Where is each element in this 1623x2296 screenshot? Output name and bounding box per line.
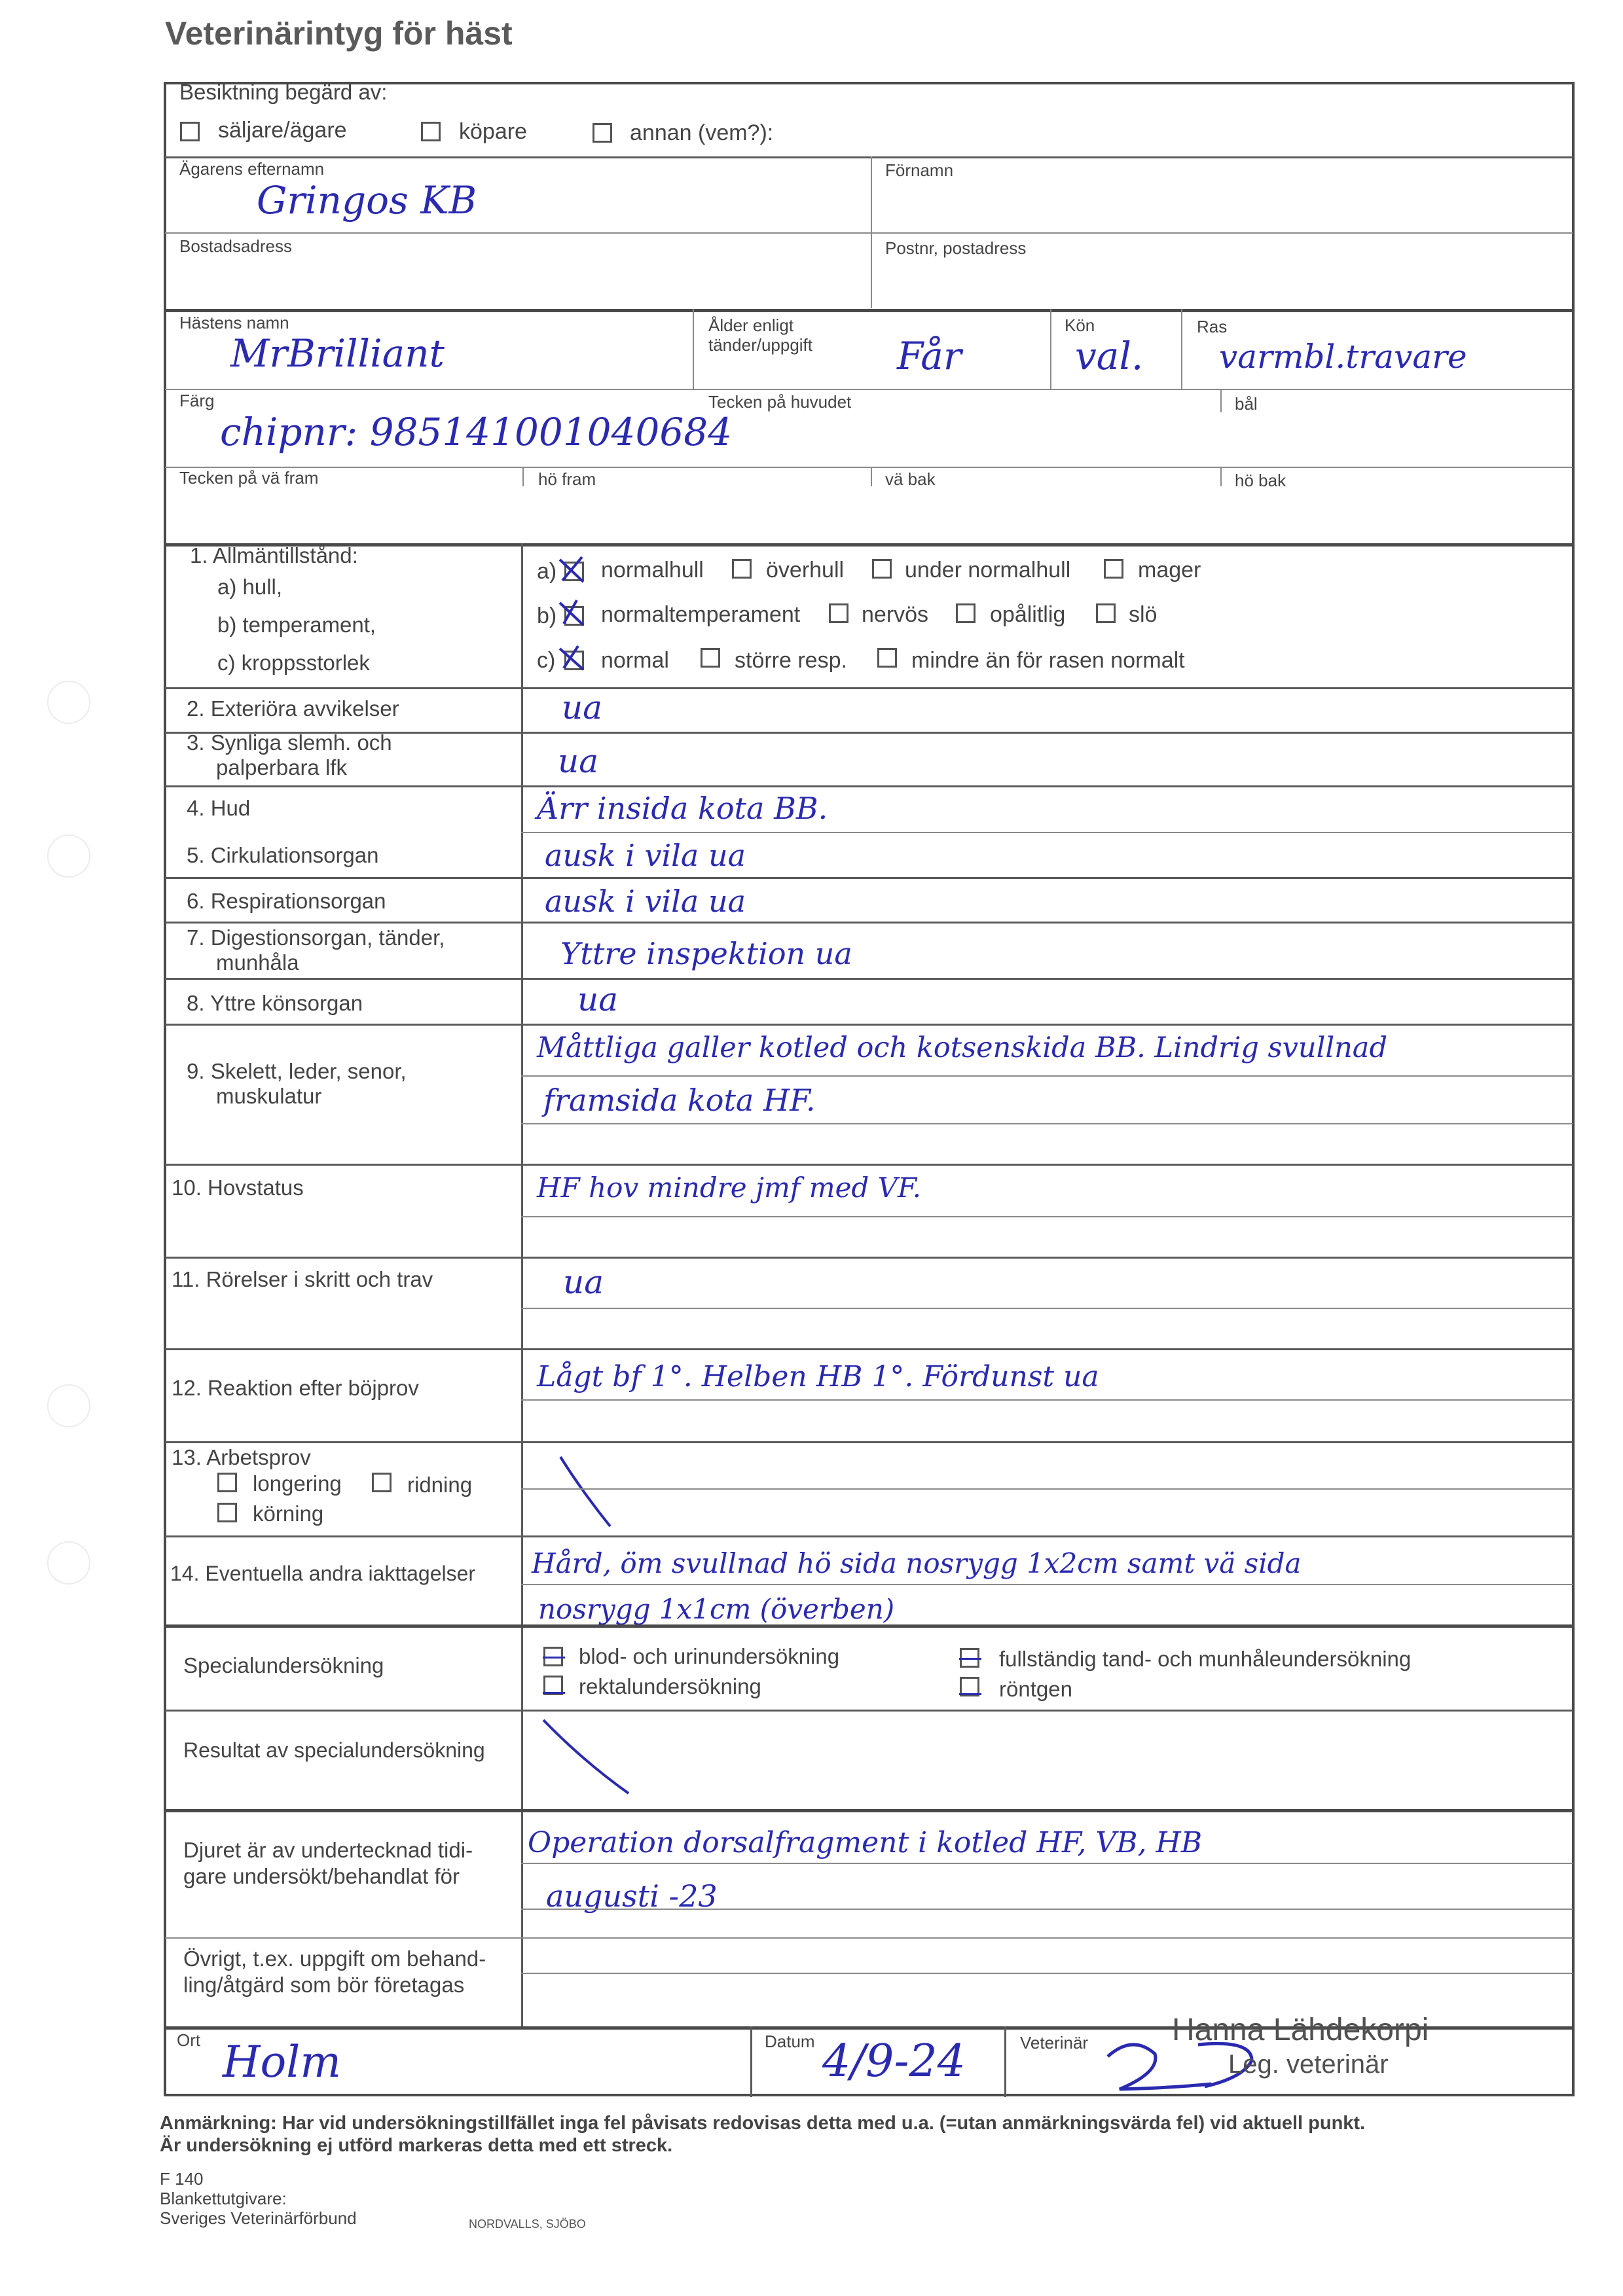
seller-option-label: säljare/ägare [218,118,347,143]
slo-checkbox[interactable] [1096,603,1116,623]
history-value-1[interactable]: Operation dorsalfragment i kotled HF, VB, HB [528,1826,1203,1859]
item7-value[interactable]: Yttre inspektion ua [560,936,852,971]
divider [521,1216,1573,1217]
marks-right-front-label: hö fram [538,469,596,489]
item11-value[interactable]: ua [563,1263,604,1301]
body-marks-label: bål [1235,394,1258,414]
item9-value-2[interactable]: framsida kota HF. [543,1083,816,1118]
item4-value[interactable]: Ärr insida kota BB. [537,791,828,826]
divider [521,1584,1573,1585]
divider [521,1863,1573,1864]
owner-firstname-label: Förnamn [885,160,954,180]
divider [165,1024,1573,1026]
item2-value[interactable]: ua [562,689,603,726]
form-number: F 140 [160,2169,204,2189]
owner-surname-value[interactable]: Gringos KB [257,178,477,223]
divider [1181,309,1182,389]
divider [165,1624,1573,1628]
place-value[interactable]: Holm [223,2037,341,2087]
rectal-checkbox[interactable] [543,1676,563,1695]
item12-value[interactable]: Lågt bf 1°. Helben HB 1°. Fördunst ua [537,1360,1099,1393]
vet-stamp-name: Hanna Lähdekorpi [1172,2013,1429,2047]
marks-left-front-label: Tecken på vä fram [179,468,319,488]
general-c-label: c) kroppsstorlek [217,651,370,675]
blood-urine-checkbox[interactable] [543,1647,563,1666]
issuer-name: Sveriges Veterinärförbund [160,2208,357,2228]
divider [521,1973,1573,1974]
item7-label-1: 7. Digestionsorgan, tänder, [187,925,445,950]
divider [521,1488,1573,1490]
divider [1220,389,1222,412]
divider [521,1909,1573,1910]
normalhull-label: normalhull [601,558,704,583]
marks-right-back-label: hö bak [1235,471,1286,490]
blood-urine-label: blod- och urinundersökning [579,1644,840,1668]
under-normalhull-label: under normalhull [905,558,1071,583]
divider [165,309,1573,312]
other-checkbox[interactable] [593,123,612,143]
item6-label: 6. Respirationsorgan [187,889,386,913]
marks-left-back-label: vä bak [885,469,936,489]
other-option-label: annan (vem?): [630,120,774,145]
normal-size-label: normal [601,648,669,673]
special-result-stroke [537,1715,635,1800]
xray-checkbox[interactable] [960,1677,979,1696]
xray-label: röntgen [999,1677,1072,1701]
item9-value-1[interactable]: Måttliga galler kotled och kotsenskida BB. Lindrig svullnad [537,1031,1387,1064]
longering-label: longering [253,1471,342,1496]
special-result-label: Resultat av specialundersökning [183,1738,485,1762]
printer-name: NORDVALLS, SJÖBO [469,2217,586,2231]
horse-breed-value[interactable]: varmbl.travare [1219,338,1467,376]
place-label: Ort [177,2030,201,2050]
item14-label: 14. Eventuella andra iakttagelser [170,1562,476,1585]
date-label: Datum [765,2032,815,2051]
item4-label: 4. Hud [187,796,251,820]
item10-value[interactable]: HF hov mindre jmf med VF. [537,1172,921,1204]
divider [1220,467,1222,486]
divider [871,467,872,486]
mager-label: mager [1138,558,1201,583]
owner-postal-label: Postnr, postadress [885,238,1027,258]
slo-label: slö [1129,602,1158,627]
divider [750,2026,752,2097]
item3-value[interactable]: ua [558,742,599,780]
item12-label: 12. Reaktion efter böjprov [172,1376,419,1400]
divider [521,1123,1573,1124]
normalhull-checkbox[interactable] [564,562,584,581]
ridning-checkbox[interactable] [372,1473,392,1492]
divider [165,389,1573,390]
divider [165,1441,1573,1443]
divider [165,922,1573,924]
form-title: Veterinärintyg för häst [165,15,513,52]
punch-hole [47,1541,90,1585]
special-label: Specialundersökning [183,1653,384,1677]
general-a-label: a) hull, [217,575,283,599]
item7-label-2: munhåla [216,950,299,975]
under-normalhull-checkbox[interactable] [872,559,892,579]
footnote-2: Är undersökning ej utförd markeras detta med ett streck. [160,2135,673,2156]
item11-label: 11. Rörelser i skritt och trav [172,1267,433,1291]
seller-checkbox[interactable] [180,122,200,141]
item3-label-1: 3. Synliga slemh. och [187,730,392,755]
normal-size-checkbox[interactable] [564,651,584,670]
divider [1004,2026,1006,2097]
history-label-2: gare undersökt/behandlat för [183,1864,460,1888]
buyer-option-label: köpare [459,119,527,144]
not-performed-stroke [556,1453,615,1532]
divider [165,1809,1573,1812]
general-heading: 1. Allmäntillstånd: [190,543,358,567]
smaller-size-label: mindre än för rasen normalt [911,648,1185,673]
punch-hole [47,834,90,878]
smaller-size-checkbox[interactable] [877,648,897,668]
owner-address-label: Bostadsadress [179,236,292,256]
other-label-2: ling/åtgärd som bör företagas [183,1973,465,1997]
horse-color-value[interactable]: chipnr: 985141001040684 [220,410,733,454]
vet-stamp-title: Leg. veterinär [1228,2050,1389,2079]
larger-size-checkbox[interactable] [701,648,720,668]
horse-name-label: Hästens namn [179,313,289,332]
form-frame [164,82,1575,2096]
divider [165,543,1573,547]
divider [522,467,524,486]
larger-size-label: större resp. [735,648,847,673]
horse-age-value[interactable]: Får [897,334,962,378]
other-label-1: Övrigt, t.ex. uppgift om behand- [183,1946,486,1971]
korning-label: körning [253,1501,324,1526]
horse-sex-label: Kön [1065,315,1095,335]
normaltemperament-label: normaltemperament [601,602,801,627]
item8-label: 8. Yttre könsorgan [187,991,363,1015]
owner-surname-label: Ägarens efternamn [179,159,325,179]
general-c-prefix: c) [537,648,556,673]
item14-value-1[interactable]: Hård, öm svullnad hö sida nosrygg 1x2cm samt vä sida [532,1547,1302,1579]
overhull-checkbox[interactable] [732,559,752,579]
normaltemperament-checkbox[interactable] [564,606,584,626]
overhull-label: överhull [766,558,845,583]
nervos-checkbox[interactable] [829,603,848,623]
general-b-label: b) temperament, [217,613,376,637]
divider [165,467,1573,468]
item13-label: 13. Arbetsprov [172,1445,311,1469]
item6-value[interactable]: ausk i vila ua [545,884,746,919]
issuer-label: Blankettutgivare: [160,2189,287,2208]
opalitlig-checkbox[interactable] [956,603,976,623]
item9-label-1: 9. Skelett, leder, senor, [187,1059,407,1083]
divider [165,1348,1573,1350]
horse-age-label-2: tänder/uppgift [708,335,813,355]
punch-hole [47,681,90,724]
general-a-prefix: a) [537,559,557,584]
date-value[interactable]: 4/9-24 [822,2036,966,2087]
dental-checkbox[interactable] [960,1648,979,1668]
nervos-label: nervös [862,602,929,627]
horse-sex-value[interactable]: val. [1075,334,1144,378]
korning-checkbox[interactable] [217,1503,237,1522]
history-label-1: Djuret är av undertecknad tidi- [183,1838,473,1862]
rectal-label: rektalundersökning [579,1674,761,1698]
divider [165,1164,1573,1166]
divider [165,785,1573,787]
divider [521,1308,1573,1309]
punch-hole [47,1384,90,1427]
divider [165,156,1573,158]
item2-label: 2. Exteriöra avvikelser [187,696,399,721]
item5-value[interactable]: ausk i vila ua [545,838,746,873]
item10-label: 10. Hovstatus [172,1175,304,1200]
request-label: Besiktning begärd av: [179,80,388,104]
divider [165,1710,1573,1712]
divider [521,1399,1573,1401]
footnote-1: Anmärkning: Har vid undersökningstillfället inga fel påvisats redovisas detta med u.a. (=utan anmärkningsvärda fel) vid aktuell punkt. [160,2113,1366,2134]
item8-value[interactable]: ua [577,980,619,1018]
divider [165,232,1573,234]
horse-age-label: Ålder enligt [708,315,794,335]
item3-label-2: palperbara lfk [216,755,347,780]
head-marks-label: Tecken på huvudet [708,392,852,412]
longering-checkbox[interactable] [217,1473,237,1492]
divider [521,1075,1573,1077]
dental-label: fullständig tand- och munhåleundersökning [999,1647,1412,1671]
label-column-divider [521,543,523,2029]
history-value-2[interactable]: augusti -23 [546,1878,718,1914]
item5-label: 5. Cirkulationsorgan [187,843,379,867]
divider [165,687,1573,689]
divider [165,1257,1573,1259]
horse-name-value[interactable]: MrBrilliant [230,331,445,376]
mager-checkbox[interactable] [1104,559,1123,579]
divider [1050,309,1051,389]
divider [165,877,1573,879]
opalitlig-label: opålitlig [990,602,1066,627]
divider [165,1937,1573,1939]
divider [165,978,1573,980]
horse-color-label: Färg [179,391,215,410]
buyer-checkbox[interactable] [421,122,441,141]
divider [693,309,694,389]
divider [521,832,1573,833]
item14-value-2[interactable]: nosrygg 1x1cm (överben) [538,1593,895,1625]
ridning-label: ridning [407,1473,473,1497]
general-b-prefix: b) [537,603,557,628]
divider [165,1535,1573,1537]
vet-label: Veterinär [1020,2033,1089,2053]
item9-label-2: muskulatur [216,1084,322,1108]
horse-breed-label: Ras [1197,317,1228,336]
